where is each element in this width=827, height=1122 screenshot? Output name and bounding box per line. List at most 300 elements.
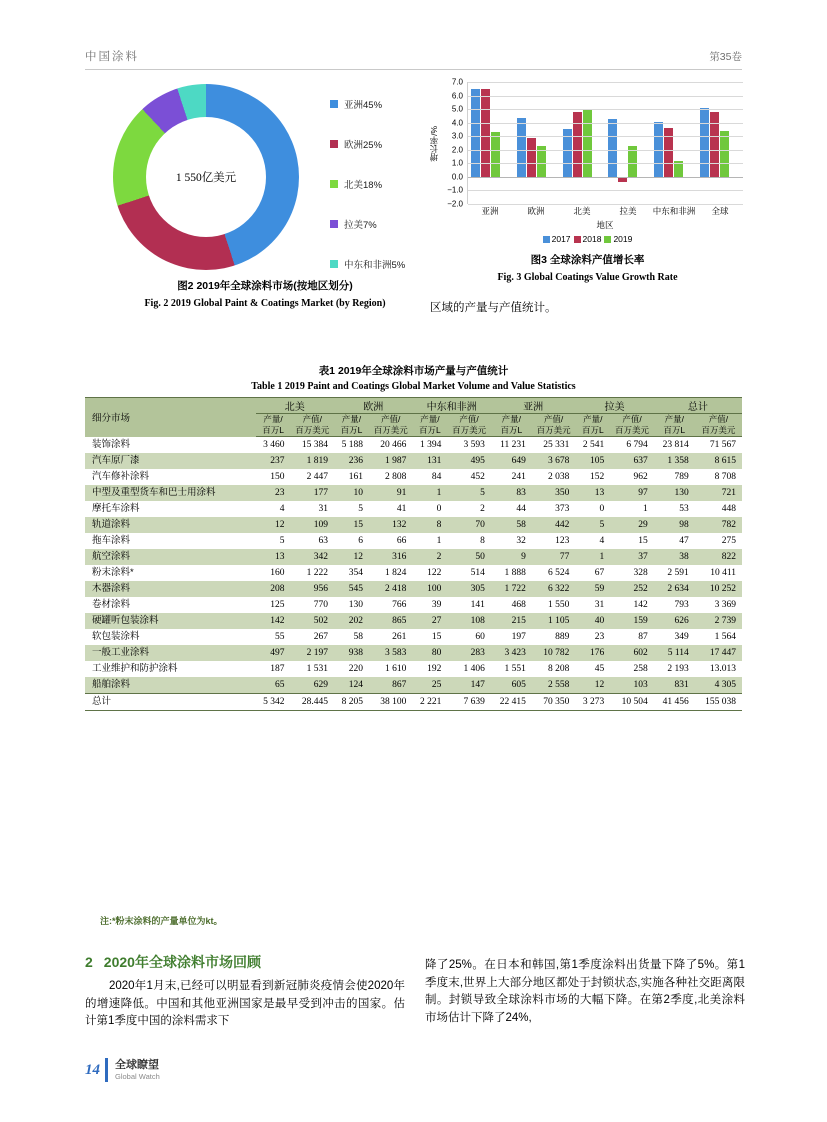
- table-cell: 3 593: [463, 439, 485, 450]
- table-cell: 867: [369, 677, 412, 694]
- section-number: 2: [85, 954, 93, 970]
- table-row-label: 装饰涂料: [92, 438, 131, 450]
- table-row: [85, 661, 742, 677]
- table-cell: 13: [256, 549, 291, 565]
- table-cell: 202: [334, 613, 369, 629]
- bar-group: [605, 82, 651, 204]
- table-cell: 2 221: [412, 693, 447, 710]
- table-cell: 87: [638, 631, 648, 642]
- table-cell: 2 591: [667, 567, 689, 578]
- gridline: [468, 150, 743, 151]
- donut-legend-item: [330, 204, 445, 244]
- table-row: [85, 581, 742, 597]
- x-axis-tick-label: 拉美: [619, 206, 637, 216]
- intro-text-line: 区域的产量与产值统计。: [430, 302, 557, 314]
- table-cell: 32: [516, 535, 526, 546]
- table-cell: 1 564: [714, 631, 736, 642]
- table-cell: 831: [654, 677, 695, 694]
- table-cell: 241: [511, 471, 526, 482]
- table-cell: 11 231: [500, 439, 526, 450]
- table-cell: 50: [447, 549, 490, 565]
- table-cell: 80: [412, 645, 447, 661]
- table-row-label: 木器涂料: [85, 581, 256, 597]
- legend-swatch-icon: [330, 220, 338, 228]
- table-cell: 123: [555, 535, 570, 546]
- table-cell: 468: [511, 599, 526, 610]
- table-header-region: 中东和非洲: [412, 398, 490, 414]
- table-cell: 2: [412, 549, 447, 565]
- table-cell: 31: [318, 503, 328, 514]
- table-cell: 47: [679, 535, 689, 546]
- table-cell: 1 394: [420, 439, 442, 450]
- donut-legend-label: 欧洲25%: [344, 140, 383, 151]
- table-cell: 124: [334, 677, 369, 694]
- donut-legend-item: [330, 84, 445, 124]
- donut-chart: [113, 84, 303, 270]
- table-cell: 2 447: [306, 471, 328, 482]
- table-cell: 2 739: [695, 613, 742, 629]
- table-cell: 637: [610, 453, 653, 469]
- table-row: [85, 453, 742, 469]
- table-cell: 65: [256, 677, 291, 694]
- table-cell: 63: [318, 535, 328, 546]
- table-cell: 2 197: [291, 645, 334, 661]
- table-row: [85, 677, 742, 694]
- table-cell: 192: [427, 663, 442, 674]
- table-cell: 3 369: [714, 599, 736, 610]
- table-cell: 261: [392, 631, 407, 642]
- bar-group: [697, 82, 743, 204]
- paragraph-left: 2020年1月末,已经可以明显看到新冠肺炎疫情会使2020年的增速降低。中国和其他亚洲国家是最早受到冲击的国家。估计第1季度中国的涂料需求下: [85, 980, 405, 1027]
- table-header-metric: 产值/ 百万美元: [532, 414, 575, 437]
- table-cell: 8 708: [714, 471, 736, 482]
- table-row: [85, 549, 742, 565]
- page-header: [85, 48, 742, 70]
- table-header-metric: 产值/ 百万美元: [695, 414, 742, 437]
- table-cell: 141: [470, 599, 485, 610]
- table-row: [85, 693, 742, 710]
- table-cell: 91: [369, 485, 412, 501]
- table-row: [85, 645, 742, 661]
- bar-2017: [517, 118, 526, 177]
- table-cell: 497: [256, 645, 291, 661]
- bar-chart-x-axis-title: 地区: [596, 220, 614, 230]
- legend-swatch-icon: [330, 100, 338, 108]
- bar-2019: [583, 110, 592, 176]
- gridline: [468, 82, 743, 83]
- table-row-label: 拖车涂料: [92, 534, 131, 546]
- table-row-label: 汽车原厂漆: [85, 453, 256, 469]
- table-cell: 373: [555, 503, 570, 514]
- x-axis-tick-label: 全球: [711, 206, 729, 216]
- page-number: 14: [85, 1061, 100, 1078]
- table-cell: 1 819: [291, 453, 334, 469]
- donut-legend-label: 北美18%: [344, 180, 383, 191]
- table-cell: 2 418: [369, 581, 412, 597]
- y-axis-tick-label: 7.0: [451, 77, 463, 87]
- bar-group: [651, 82, 697, 204]
- table-head: [85, 398, 742, 437]
- donut-legend-item: [330, 164, 445, 204]
- table-cell: 349: [674, 631, 689, 642]
- table-cell: 38: [654, 549, 695, 565]
- table-cell: 23 814: [662, 439, 689, 450]
- table-cell: 84: [431, 471, 442, 482]
- bar-chart-y-axis-label: 增长率/%: [429, 126, 439, 162]
- bar-chart-plot-area: [467, 82, 743, 204]
- gridline: [468, 190, 743, 191]
- table-cell: 37: [610, 549, 653, 565]
- table-cell: 17 447: [695, 645, 742, 661]
- table-cell: 152: [590, 471, 605, 482]
- table-cell: 150: [270, 471, 285, 482]
- table-cell: 5: [575, 517, 610, 533]
- y-axis-tick-label: 3.0: [451, 131, 463, 141]
- table-row: [85, 629, 742, 645]
- legend-swatch-icon: [330, 260, 338, 268]
- bar-2018: [527, 138, 536, 177]
- table-cell: 142: [633, 599, 648, 610]
- table-cell: 283: [447, 645, 490, 661]
- table-cell: 55: [275, 631, 285, 642]
- table-cell: 342: [291, 549, 334, 565]
- table-cell: 27: [412, 613, 447, 629]
- table-cell: 782: [695, 517, 742, 533]
- table-cell: 793: [674, 599, 689, 610]
- table-cell: 77: [532, 549, 575, 565]
- table-cell: 0: [599, 503, 605, 514]
- donut-legend: [330, 84, 445, 284]
- bar-chart-x-tick-labels: [467, 205, 743, 217]
- table-cell: 1 987: [369, 453, 412, 469]
- table-cell: 15: [638, 535, 648, 546]
- table-cell: 10: [334, 485, 369, 501]
- table-cell: 865: [369, 613, 412, 629]
- table-cell: 176: [575, 645, 610, 661]
- table-row: [85, 613, 742, 629]
- table-cell: 23: [594, 631, 605, 642]
- table-cell: 53: [679, 503, 689, 514]
- table-cell: 6 794: [626, 439, 648, 450]
- table-cell: 29: [610, 517, 653, 533]
- y-axis-tick-label: 0.0: [451, 172, 463, 182]
- table-cell: 267: [313, 631, 328, 642]
- figure-3-caption-en: Fig. 3 Global Coatings Value Growth Rate: [497, 272, 678, 283]
- table-cell: 258: [633, 663, 648, 674]
- table-cell: 8 205: [334, 693, 369, 710]
- table-cell: 70: [447, 517, 490, 533]
- bar-2019: [720, 131, 729, 176]
- table-cell: 1: [436, 535, 442, 546]
- table-header-metric: 产量/ 百万L: [491, 414, 532, 437]
- table-header-regions: [85, 398, 742, 414]
- table-cell: 58: [491, 517, 532, 533]
- table-cell: 161: [348, 471, 363, 482]
- table-cell: 514: [470, 567, 485, 578]
- table-cell: 766: [392, 599, 407, 610]
- table-cell: 354: [348, 567, 363, 578]
- table-cell: 495: [447, 453, 490, 469]
- table-cell: 3 678: [532, 453, 575, 469]
- table-cell: 1 531: [306, 663, 328, 674]
- table-note: 注:*粉末涂料的产量单位为kt。: [100, 916, 223, 926]
- bar-chart-legend: [430, 234, 745, 244]
- bar-legend-item: [543, 234, 571, 244]
- table-cell: 2 193: [667, 663, 689, 674]
- table-cell: 125: [270, 599, 285, 610]
- table-cell: 1 610: [385, 663, 407, 674]
- table-cell: 938: [334, 645, 369, 661]
- table-cell: 15: [431, 631, 442, 642]
- table-cell: 15 384: [301, 439, 328, 450]
- table-cell: 12: [575, 677, 610, 694]
- bar-2018: [573, 112, 582, 177]
- gridline: [468, 123, 743, 124]
- table-cell: 8 208: [547, 663, 570, 674]
- table-header-metric: 产量/ 百万L: [575, 414, 610, 437]
- table-cell: 60: [475, 631, 485, 642]
- section-heading: [85, 952, 261, 972]
- table-row-label: 船舶涂料: [85, 677, 256, 694]
- table-row: [85, 597, 742, 613]
- gridline: [468, 96, 743, 97]
- bar-2018: [710, 112, 719, 177]
- table-cell: 4: [599, 535, 605, 546]
- table-cell: 1 824: [385, 567, 407, 578]
- table-cell: 13: [575, 485, 610, 501]
- table-cell: 5 188: [341, 439, 363, 450]
- bar-2017: [608, 119, 617, 177]
- table-row-label: 中型及重型货车和巴士用涂料: [85, 485, 256, 501]
- table-cell: 5 114: [654, 645, 695, 661]
- donut-center-label: 1 550亿美元: [175, 172, 237, 184]
- table-cell: 350: [532, 485, 575, 501]
- table-cell: 1 105: [532, 613, 575, 629]
- y-axis-tick-label: 1.0: [451, 158, 463, 168]
- table-cell: 602: [610, 645, 653, 661]
- table-cell: 103: [610, 677, 653, 694]
- table-cell: 448: [721, 503, 736, 514]
- figure-2-caption: [85, 278, 445, 309]
- y-axis-tick-label: −2.0: [447, 199, 463, 209]
- table-cell: 2 541: [582, 439, 605, 450]
- table-cell: 316: [369, 549, 412, 565]
- table-cell: 40: [575, 613, 610, 629]
- donut-legend-label: 亚洲45%: [344, 100, 383, 111]
- table-cell: 109: [291, 517, 334, 533]
- table-cell: 1 406: [463, 663, 485, 674]
- y-axis-tick-label: 5.0: [451, 104, 463, 114]
- table-cell: 98: [654, 517, 695, 533]
- table-cell: 5: [279, 535, 285, 546]
- table-cell: 39: [431, 599, 442, 610]
- paragraph-right: 降了25%。在日本和韩国,第1季度涂料出货量下降了5%。第1季度末,世界上大部分地区都处于封锁状态,实施各种社交距离限制。封锁导致全球涂料市场的大幅下降。在第2季度,北美涂料市场估计下降了24%,: [425, 959, 745, 1024]
- table-row: [85, 469, 742, 485]
- table-cell: 1 222: [306, 567, 328, 578]
- table-cell: 5: [358, 503, 363, 514]
- table-header-region: 欧洲: [334, 398, 412, 414]
- table-cell: 147: [447, 677, 490, 694]
- x-axis-tick-label: 亚洲: [481, 206, 499, 216]
- table-cell: 1 358: [654, 453, 695, 469]
- table-cell: 25 331: [543, 439, 570, 450]
- table-header-region: 总计: [654, 398, 742, 414]
- table-cell: 13.013: [709, 663, 736, 674]
- zero-axis-line: [468, 177, 743, 178]
- table-cell: 10 504: [610, 693, 653, 710]
- table-cell: 25: [412, 677, 447, 694]
- table-cell: 545: [334, 581, 369, 597]
- figure-2-caption-cn: 图2 2019年全球涂料市场(按地区划分): [177, 280, 353, 292]
- table-cell: 38 100: [369, 693, 412, 710]
- table-cell: 452: [470, 471, 485, 482]
- table-header-metric: 产量/ 百万L: [654, 414, 695, 437]
- table-cell: 5: [447, 485, 490, 501]
- table-cell: 3 460: [263, 439, 285, 450]
- table-cell: 177: [291, 485, 334, 501]
- x-axis-tick-label: 北美: [573, 206, 591, 216]
- bar-group: [514, 82, 560, 204]
- table-cell: 44: [516, 503, 526, 514]
- table-1-title: [85, 363, 742, 392]
- table-cell: 889: [555, 631, 570, 642]
- legend-swatch-icon: [543, 236, 550, 243]
- table-row-label: 粉末涂料*: [92, 566, 134, 578]
- table-row: [85, 517, 742, 533]
- legend-swatch-icon: [330, 140, 338, 148]
- table-body: [85, 437, 742, 711]
- table-cell: 132: [369, 517, 412, 533]
- table-cell: 31: [594, 599, 605, 610]
- table-row-label: 软包装涂料: [92, 630, 140, 642]
- table-cell: 8 615: [695, 453, 742, 469]
- table-cell: 1 722: [491, 581, 532, 597]
- body-column-right: [425, 957, 745, 1027]
- y-axis-tick-label: 4.0: [451, 118, 463, 128]
- table-cell: 131: [412, 453, 447, 469]
- section-title: 2020年全球涂料市场回顾: [103, 954, 261, 970]
- table-cell: 2 038: [547, 471, 570, 482]
- table-1-title-cn: 表1 2019年全球涂料市场产量与产值统计: [318, 365, 509, 377]
- footer-label-en: Global Watch: [115, 1071, 160, 1081]
- page-footer: [85, 1058, 160, 1082]
- table-header-metric: 产值/ 百万美元: [447, 414, 490, 437]
- table-cell: 605: [491, 677, 532, 694]
- table-cell: 22 415: [491, 693, 532, 710]
- table-header-region: 亚洲: [491, 398, 575, 414]
- table-cell: 1: [643, 503, 648, 514]
- y-axis-tick-label: 2.0: [451, 145, 463, 155]
- table-1-title-en: Table 1 2019 Paint and Coatings Global Market Volume and Value Statistics: [251, 381, 576, 392]
- table-cell: 105: [575, 453, 610, 469]
- table-cell: 122: [427, 567, 442, 578]
- gridline: [468, 136, 743, 137]
- table-cell: 10 411: [710, 567, 736, 578]
- table-cell: 41 456: [654, 693, 695, 710]
- table-cell: 6: [358, 535, 363, 546]
- table-row: [85, 501, 742, 517]
- table-cell: 3 273: [575, 693, 610, 710]
- table-cell: 20 466: [380, 439, 407, 450]
- y-axis-tick-label: −1.0: [447, 185, 463, 195]
- table-cell: 770: [313, 599, 328, 610]
- table-header-metric: 产量/ 百万L: [256, 414, 291, 437]
- bar-legend-label: 2017: [551, 234, 571, 244]
- table-header-region: 北美: [256, 398, 334, 414]
- table-cell: 6 524: [547, 567, 570, 578]
- figure-3-caption: [430, 252, 745, 283]
- table-cell: 956: [291, 581, 334, 597]
- bar-legend-item: [574, 234, 602, 244]
- table-header-metric: 产量/ 百万L: [334, 414, 369, 437]
- table-cell: 6 322: [532, 581, 575, 597]
- table-header-metric: 产值/ 百万美元: [610, 414, 653, 437]
- volume-label: 第35卷: [709, 51, 742, 63]
- bar-legend-label: 2019: [613, 234, 633, 244]
- table-cell: 236: [334, 453, 369, 469]
- table-cell: 3 423: [491, 645, 532, 661]
- table-row-label: 汽车修补涂料: [92, 470, 150, 482]
- table-cell: 59: [575, 581, 610, 597]
- table-cell: 108: [447, 613, 490, 629]
- table-cell: 1: [412, 485, 447, 501]
- table-header-metric: 产值/ 百万美元: [369, 414, 412, 437]
- table-cell: 305: [447, 581, 490, 597]
- table-row-label: 一般工业涂料: [85, 645, 256, 661]
- donut-legend-label: 中东和非洲5%: [344, 260, 406, 271]
- table-cell: 252: [610, 581, 653, 597]
- table-cell: 9: [491, 549, 532, 565]
- bar-2019: [537, 146, 546, 177]
- table-row: [85, 437, 742, 453]
- table-cell: 220: [348, 663, 363, 674]
- table-cell: 502: [291, 613, 334, 629]
- table-cell: 215: [491, 613, 532, 629]
- table-cell: 15: [334, 517, 369, 533]
- table-cell: 12: [334, 549, 369, 565]
- table-cell: 10 782: [532, 645, 575, 661]
- figure-2-donut-chart: [85, 82, 445, 272]
- table-row-label: 工业维护和防护涂料: [92, 662, 178, 674]
- table-cell: 159: [610, 613, 653, 629]
- x-axis-tick-label: 欧洲: [527, 206, 545, 216]
- body-column-left: [85, 978, 405, 1031]
- table-cell: 142: [256, 613, 291, 629]
- bar-group: [560, 82, 606, 204]
- table-header-region: 拉美: [575, 398, 653, 414]
- table-cell: 626: [654, 613, 695, 629]
- table-row-label: 轨道涂料: [85, 517, 256, 533]
- table-cell: 3 583: [369, 645, 412, 661]
- table-cell: 0: [436, 503, 442, 514]
- footer-label-cn: 全球瞭望: [115, 1058, 159, 1071]
- table-cell: 8: [412, 517, 447, 533]
- bar-group: [468, 82, 514, 204]
- market-statistics-table: [85, 397, 742, 711]
- figure-3-bar-chart: [429, 77, 745, 247]
- table-cell: 649: [491, 453, 532, 469]
- table-cell: 160: [270, 567, 285, 578]
- bar-chart-y-ticks: [441, 77, 465, 209]
- table-cell: 70 350: [532, 693, 575, 710]
- table-cell: 100: [412, 581, 447, 597]
- bar-legend-label: 2018: [582, 234, 602, 244]
- table-cell: 45: [594, 663, 605, 674]
- gridline: [468, 163, 743, 164]
- table-row: [85, 533, 742, 549]
- table-cell: 130: [348, 599, 363, 610]
- table-cell: 5 342: [256, 693, 291, 710]
